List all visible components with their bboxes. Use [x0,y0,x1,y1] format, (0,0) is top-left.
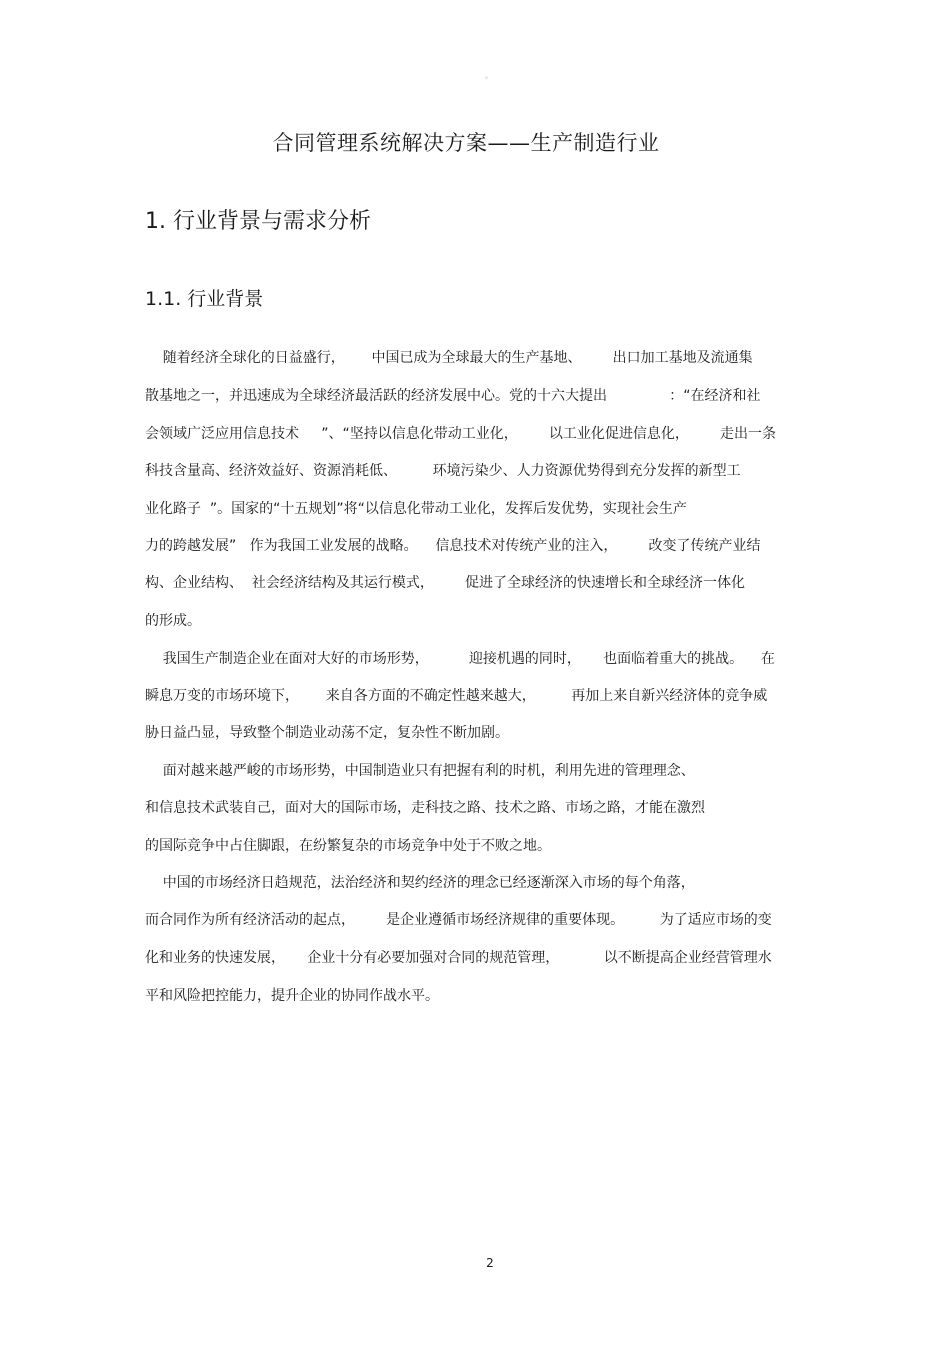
section-heading-1: 1. 行业背景与需求分析 [145,209,371,234]
text-line: 随着经济全球化的日益盛行， 中国已成为全球最大的生产基地、 出口加工基地及流通集 [145,350,753,366]
text-line: 力的跨越发展” 作为我国工业发展的战略。 信息技术对传统产业的注入， 改变了传统产业结 [145,538,761,554]
text-line: 胁日益凸显，导致整个制造业动荡不定，复杂性不断加剧。 [145,725,509,741]
page-number: 2 [486,1256,494,1270]
text-line: 而合同作为所有经济活动的起点， 是企业遵循市场经济规律的重要体现。 为了适应市场的变 [145,912,772,928]
document-title: 合同管理系统解决方案——生产制造行业 [272,131,660,155]
text-line: 构、企业结构、 社会经济结构及其运行模式， 促进了全球经济的快速增长和全球经济一体化 [145,575,746,591]
text-line: 的形成。 [145,613,201,629]
section-heading-1-1: 1.1. 行业背景 [145,288,264,310]
text-line: 化和业务的快速发展， 企业十分有必要加强对合同的规范管理， 以不断提高企业经营管理水 [145,950,772,966]
text-line: 瞬息万变的市场环境下， 来自各方面的不确定性越来越大， 再加上来自新兴经济体的竞争威 [145,688,768,704]
text-line: 面对越来越严峻的市场形势，中国制造业只有把握有利的时机，利用先进的管理理念、 [145,763,695,779]
text-line: 平和风险把控能力，提升企业的协同作战水平。 [145,988,439,1004]
text-line: 业化路子 ”。国家的“十五规划”将“以信息化带动工业化，发挥后发优势，实现社会生产 [145,501,687,517]
text-line: 的国际竞争中占住脚跟，在纷繁复杂的市场竞争中处于不败之地。 [145,838,551,854]
text-line: 散基地之一，并迅速成为全球经济最活跃的经济发展中心。党的十六大提出 ：“在经济和社 [145,388,761,404]
text-line: 我国生产制造企业在面对大好的市场形势， 迎接机遇的同时， 也面临着重大的挑战。 在 [145,651,775,667]
text-line: 中国的市场经济日趋规范，法治经济和契约经济的理念已经逐渐深入市场的每个角落， [145,875,695,891]
text-line: 科技含量高、经济效益好、资源消耗低、 环境污染少、人力资源优势得到充分发挥的新型工 [145,463,741,479]
header-mark: 。 [485,71,493,80]
text-line: 会领域广泛应用信息技术 ”、“坚持以信息化带动工业化， 以工业化促进信息化， 走出一条 [145,426,777,442]
text-line: 和信息技术武装自己，面对大的国际市场，走科技之路、技术之路、市场之路，才能在激烈 [145,800,705,816]
